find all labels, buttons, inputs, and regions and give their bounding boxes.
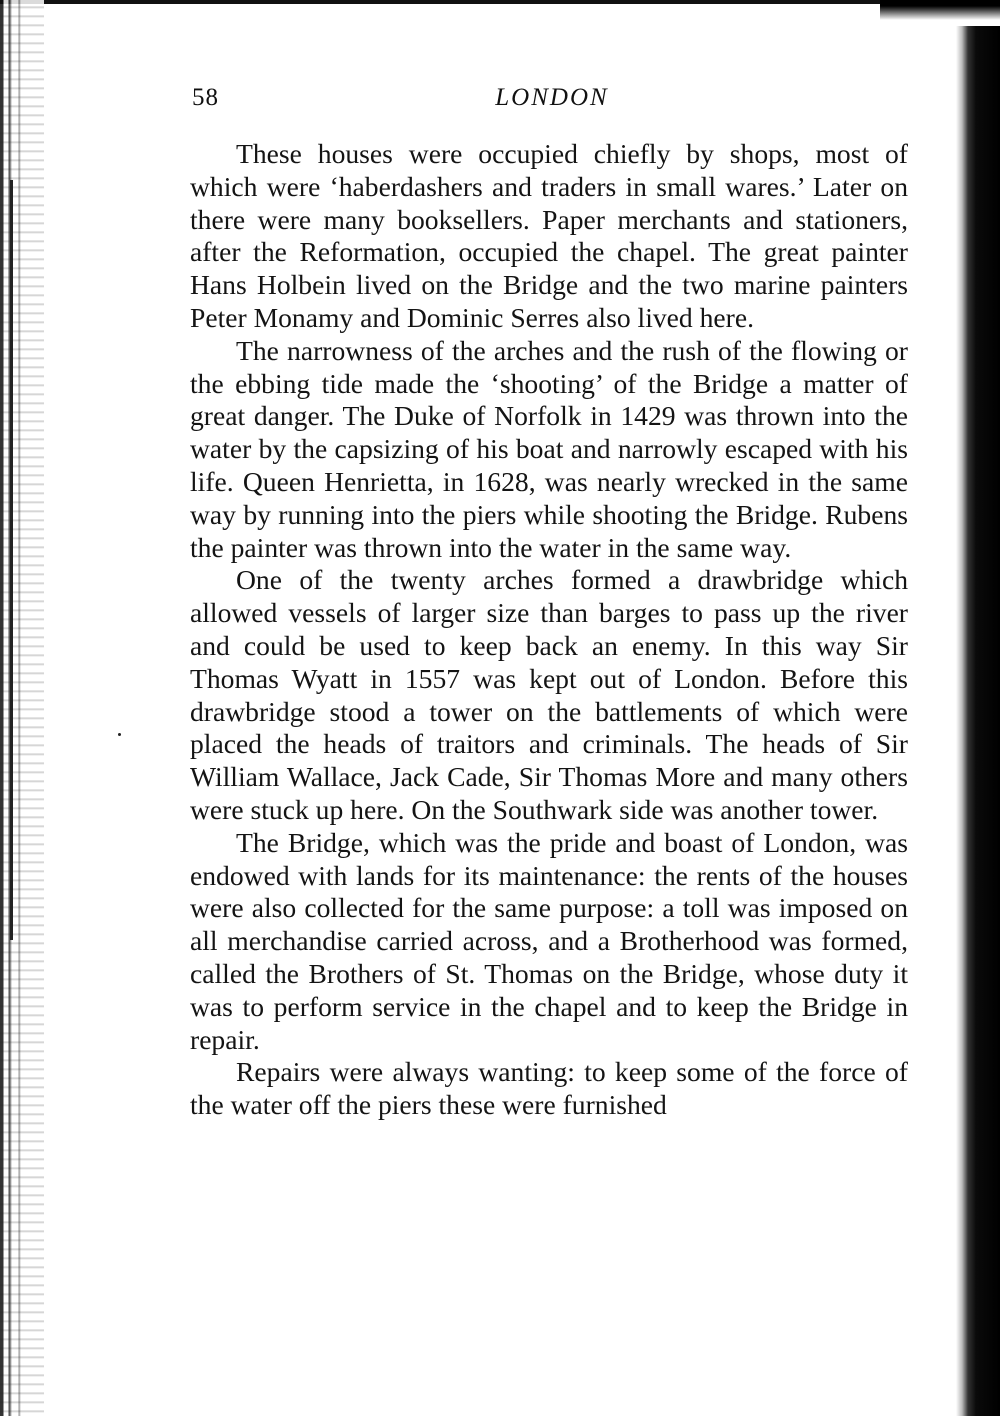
body-text — [190, 138, 908, 1122]
page-number: 58 — [192, 84, 219, 111]
paragraph: One of the twenty arches formed a drawbridge which allowed vessels of larger size than barges to pass up the river and could be used to keep back an enemy. In this way Sir Thomas Wyatt in 1557 was kept out of London. Before this drawbridge stood a tower on the battlements of which were placed the heads of traitors and criminals. The heads of Sir William Wallace, Jack Cade, Sir Thomas More and many others were stuck up here. On the Southwark side was another tower. — [190, 564, 908, 825]
paragraph: These houses were occupied chiefly by shops, most of which were ‘haberdashers and traders in small wares.’ Later on there were many booksellers. Paper merchants and stationers, after the Reformation, occupied the chapel. The great painter Hans Holbein lived on the Bridge and the two marine painters Peter Monamy and Dominic Serres also lived here. — [190, 138, 908, 333]
scan-corner-shadow — [880, 0, 1000, 26]
scan-binding-line — [10, 180, 13, 940]
paragraph: Repairs were always wanting: to keep some of the force of the water off the piers these were furnished — [190, 1056, 908, 1121]
scan-binding-shadow — [0, 0, 44, 1416]
paragraph: The Bridge, which was the pride and boast of London, was endowed with lands for its maintenance: the rents of the houses were also collected for the same purpose: a toll was imposed on all merchandise carried across, and a Brotherhood was formed, called the Brothers of St. Thomas on the Bridge, whose duty it was to perform service in the chapel and to keep the Bridge in repair. — [190, 826, 908, 1055]
scan-page-curl-shadow — [948, 0, 1000, 1416]
page-header — [192, 84, 912, 124]
scan-top-edge — [0, 0, 1000, 4]
running-head: LONDON — [495, 84, 609, 111]
paragraph: The narrowness of the arches and the rush of the flowing or the ebbing tide made the ‘shooting’ of the Bridge a matter of great danger. The Duke of Norfolk in 1429 was thrown into the water by the capsizing of his boat and narrowly escaped with his life. Queen Henrietta, in 1628, was nearly wrecked in the same way by running into the piers while shooting the Bridge. Rubens the painter was thrown into the water in the same way. — [190, 334, 908, 563]
scan-speck — [118, 733, 121, 736]
